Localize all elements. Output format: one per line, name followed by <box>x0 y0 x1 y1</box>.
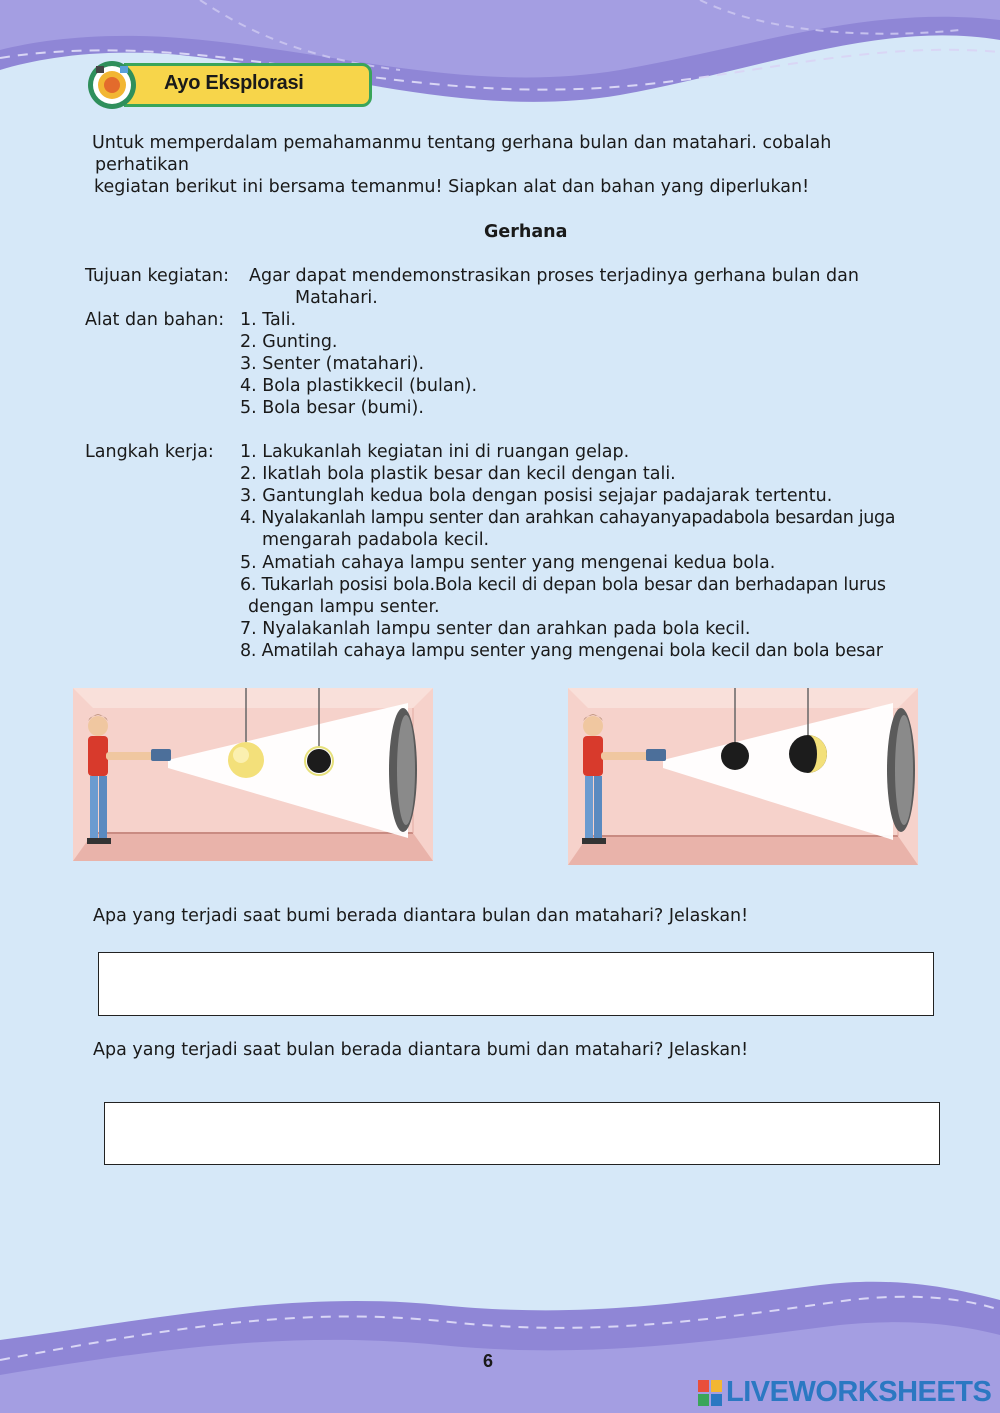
purpose-label: Tujuan kegiatan: <box>85 266 229 286</box>
material-item: 5. Bola besar (bumi). <box>240 398 424 418</box>
activity-title: Gerhana <box>484 222 568 242</box>
purpose-line-2: Matahari. <box>295 288 378 308</box>
section-badge <box>84 60 374 110</box>
question-2: Apa yang terjadi saat bulan berada diantara bumi dan matahari? Jelaskan! <box>93 1040 749 1060</box>
answer-box-2[interactable] <box>104 1102 940 1165</box>
material-item: 1. Tali. <box>240 310 297 330</box>
step-item: 6. Tukarlah posisi bola.Bola kecil di depan bola besar dan berhadapan lurus <box>240 575 886 595</box>
page-number: 6 <box>483 1351 494 1371</box>
liveworksheets-watermark <box>696 1376 996 1410</box>
liveworksheets-logo-icon <box>698 1380 722 1406</box>
intro-line-2: perhatikan <box>95 155 189 175</box>
kurikulum-logo-icon <box>84 60 140 110</box>
step-item: 4. Nyalakanlah lampu senter dan arahkan cahayanyapadabola besardan juga <box>240 508 896 528</box>
watermark-text: LIVEWORKSHEETS <box>726 1376 992 1408</box>
step-item: 8. Amatilah cahaya lampu senter yang mengenai bola kecil dan bola besar <box>240 641 883 661</box>
step-item: 2. Ikatlah bola plastik besar dan kecil dengan tali. <box>240 464 676 484</box>
steps-label: Langkah kerja: <box>85 442 214 462</box>
illustration-solar-eclipse <box>568 688 918 865</box>
illustration-lunar-eclipse <box>73 688 433 861</box>
intro-line-3: kegiatan berikut ini bersama temanmu! Siapkan alat dan bahan yang diperlukan! <box>94 177 810 197</box>
material-item: 2. Gunting. <box>240 332 338 352</box>
step-item: 7. Nyalakanlah lampu senter dan arahkan pada bola kecil. <box>240 619 751 639</box>
section-title: Ayo Eksplorasi <box>164 72 304 94</box>
step-item-continued: mengarah padabola kecil. <box>262 530 490 550</box>
step-item: 1. Lakukanlah kegiatan ini di ruangan gelap. <box>240 442 630 462</box>
step-item: 3. Gantunglah kedua bola dengan posisi sejajar padajarak tertentu. <box>240 486 833 506</box>
step-item-continued: dengan lampu senter. <box>248 597 440 617</box>
material-item: 3. Senter (matahari). <box>240 354 425 374</box>
materials-label: Alat dan bahan: <box>85 310 225 330</box>
purpose-line-1: Agar dapat mendemonstrasikan proses terjadinya gerhana bulan dan <box>249 266 859 286</box>
question-1: Apa yang terjadi saat bumi berada diantara bulan dan matahari? Jelaskan! <box>93 906 749 926</box>
intro-line-1: Untuk memperdalam pemahamanmu tentang gerhana bulan dan matahari. cobalah <box>92 133 832 153</box>
step-item: 5. Amatiah cahaya lampu senter yang mengenai kedua bola. <box>240 553 776 573</box>
material-item: 4. Bola plastikkecil (bulan). <box>240 376 478 396</box>
answer-box-1[interactable] <box>98 952 934 1016</box>
